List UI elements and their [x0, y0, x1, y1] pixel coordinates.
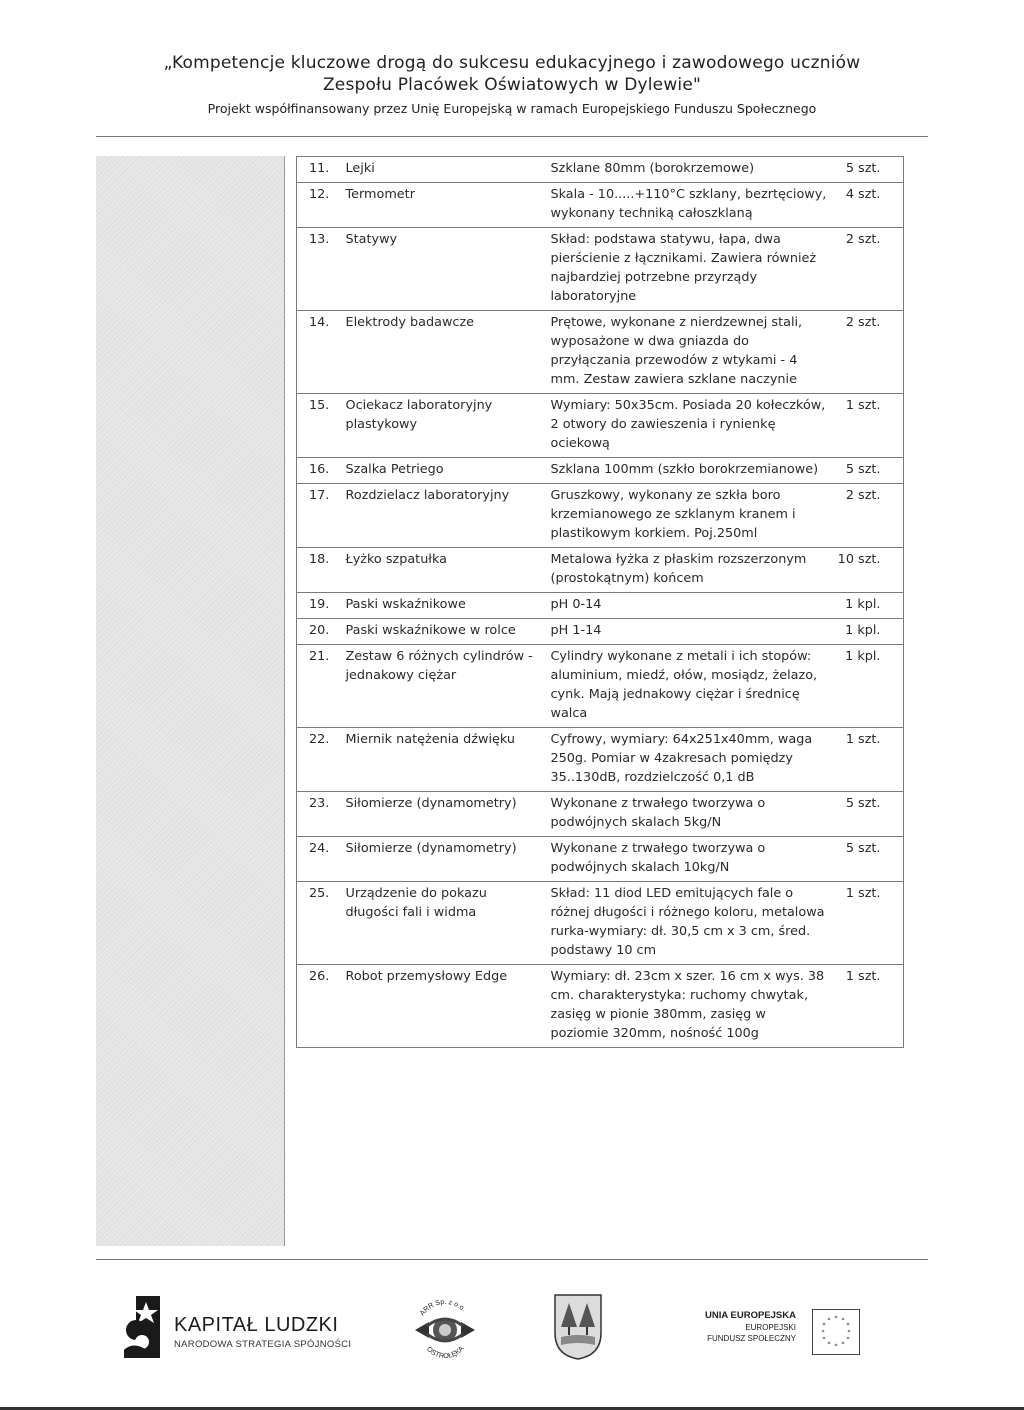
table-edge-cell — [889, 792, 904, 837]
table-edge-cell — [889, 645, 904, 728]
table-row — [297, 157, 904, 183]
item-quantity: 1 kpl. — [832, 619, 889, 645]
item-name: Rozdzielacz laboratoryjny — [342, 484, 547, 548]
item-description: Skład: 11 diod LED emitujących fale o różnej długości i różnego koloru, metalowa rurka-wymiary: dł. 30,5 cm x 3 cm, śred. podstawy 10 cm — [547, 882, 832, 965]
item-number: 22. — [297, 728, 342, 792]
table-row — [297, 619, 904, 645]
item-description: Prętowe, wykonane z nierdzewnej stali, wyposażone w dwa gniazda do przyłączania przewodów z wtykami - 4 mm. Zestaw zawiera szklane naczynie — [547, 311, 832, 394]
table-row — [297, 792, 904, 837]
item-description: Szklana 100mm (szkło borokrzemianowe) — [547, 458, 832, 484]
item-number: 14. — [297, 311, 342, 394]
item-name: Paski wskaźnikowe w rolce — [342, 619, 547, 645]
item-description: Wymiary: 50x35cm. Posiada 20 kołeczków, 2 otwory do zawieszenia i rynienkę ociekową — [547, 394, 832, 458]
svg-text:*: * — [822, 1336, 826, 1343]
table-row — [297, 837, 904, 882]
item-description: Metalowa łyżka z płaskim rozszerzonym (prostokątnym) końcem — [547, 548, 832, 593]
dylewo-crest — [553, 1293, 603, 1361]
item-quantity: 5 szt. — [832, 792, 889, 837]
table-edge-cell — [889, 157, 904, 183]
table-edge-cell — [889, 837, 904, 882]
svg-text:*: * — [821, 1329, 825, 1336]
document-header — [0, 52, 1024, 120]
kapital-ludzki-subtitle: NARODOWA STRATEGIA SPÓJNOŚCI — [174, 1339, 352, 1350]
item-quantity: 1 kpl. — [832, 593, 889, 619]
item-name: Szalka Petriego — [342, 458, 547, 484]
item-number: 20. — [297, 619, 342, 645]
header-cofinancing-note: Projekt współfinansowany przez Unię Europejską w ramach Europejskiego Funduszu Społecznego — [207, 101, 817, 116]
svg-text:*: * — [827, 1317, 831, 1324]
table-row — [297, 728, 904, 792]
item-quantity: 1 szt. — [832, 882, 889, 965]
item-number: 23. — [297, 792, 342, 837]
item-name: Urządzenie do pokazu długości fali i widma — [342, 882, 547, 965]
item-quantity: 1 kpl. — [832, 645, 889, 728]
equipment-table — [296, 156, 904, 1048]
coat-of-arms-icon — [553, 1293, 603, 1361]
item-quantity: 5 szt. — [832, 458, 889, 484]
footer-divider — [96, 1259, 928, 1260]
table-row — [297, 311, 904, 394]
kapital-ludzki-emblem-icon — [120, 1296, 164, 1366]
header-title-line-2: Zespołu Placówek Oświatowych w Dylewie" — [322, 75, 702, 95]
item-number: 15. — [297, 394, 342, 458]
svg-text:*: * — [834, 1315, 838, 1322]
table-row — [297, 484, 904, 548]
item-name: Lejki — [342, 157, 547, 183]
table-edge-cell — [889, 882, 904, 965]
item-name: Ociekacz laboratoryjny plastykowy — [342, 394, 547, 458]
table-row — [297, 965, 904, 1048]
item-name: Robot przemysłowy Edge — [342, 965, 547, 1048]
header-title-line-1: „Kompetencje kluczowe drogą do sukcesu edukacyjnego i zawodowego uczniów — [163, 53, 861, 73]
item-number: 21. — [297, 645, 342, 728]
header-divider — [96, 136, 928, 137]
item-number: 19. — [297, 593, 342, 619]
kapital-ludzki-logo — [120, 1296, 360, 1366]
table-row — [297, 183, 904, 228]
item-quantity: 5 szt. — [832, 157, 889, 183]
item-name: Statywy — [342, 228, 547, 311]
eu-social-fund-logo — [680, 1308, 860, 1358]
table-row — [297, 394, 904, 458]
item-description: pH 0-14 — [547, 593, 832, 619]
table-edge-cell — [889, 593, 904, 619]
eu-name: UNIA EUROPEJSKA — [705, 1310, 796, 1321]
table-edge-cell — [889, 228, 904, 311]
item-description: Gruszkowy, wykonany ze szkła boro krzemianowego ze szklanym kranem i plastikowym korkiem. Poj.250ml — [547, 484, 832, 548]
svg-text:*: * — [822, 1322, 826, 1329]
item-quantity: 1 szt. — [832, 965, 889, 1048]
item-name: Zestaw 6 różnych cylindrów - jednakowy ciężar — [342, 645, 547, 728]
arr-ostroleka-logo — [405, 1290, 485, 1370]
svg-text:*: * — [846, 1336, 850, 1343]
item-number: 18. — [297, 548, 342, 593]
item-quantity: 2 szt. — [832, 311, 889, 394]
table-edge-cell — [889, 484, 904, 548]
arr-city-text: OSTROŁĘKA — [425, 1345, 466, 1361]
svg-text:*: * — [846, 1322, 850, 1329]
table-row — [297, 882, 904, 965]
item-quantity: 2 szt. — [832, 228, 889, 311]
svg-text:*: * — [847, 1329, 851, 1336]
arr-ostroleka-emblem-icon — [405, 1290, 485, 1370]
item-name: Elektrody badawcze — [342, 311, 547, 394]
item-quantity: 5 szt. — [832, 837, 889, 882]
item-quantity: 1 szt. — [832, 394, 889, 458]
item-description: pH 1-14 — [547, 619, 832, 645]
item-number: 25. — [297, 882, 342, 965]
table-edge-cell — [889, 311, 904, 394]
item-description: Skala - 10.....+110°C szklany, bezrtęciowy, wykonany techniką całoszklaną — [547, 183, 832, 228]
item-name: Siłomierze (dynamometry) — [342, 792, 547, 837]
svg-text:*: * — [834, 1343, 838, 1350]
table-edge-cell — [889, 619, 904, 645]
item-description: Wykonane z trwałego tworzywa o podwójnych skalach 5kg/N — [547, 792, 832, 837]
item-name: Łyżko szpatułka — [342, 548, 547, 593]
left-margin-panel — [96, 156, 285, 1246]
table-edge-cell — [889, 548, 904, 593]
item-number: 13. — [297, 228, 342, 311]
item-description: Skład: podstawa statywu, łapa, dwa pierścienie z łącznikami. Zawiera również najbardziej potrzebne przyrządy laboratoryjne — [547, 228, 832, 311]
item-description: Cyfrowy, wymiary: 64x251x40mm, waga 250g. Pomiar w 4zakresach pomiędzy 35..130dB, rozdzielczość 0,1 dB — [547, 728, 832, 792]
item-description: Cylindry wykonane z metali i ich stopów: aluminium, miedź, ołów, mosiądz, żelazo, cynk. Mają jednakowy ciężar i średnicę walca — [547, 645, 832, 728]
item-quantity: 1 szt. — [832, 728, 889, 792]
table-row — [297, 458, 904, 484]
item-name: Siłomierze (dynamometry) — [342, 837, 547, 882]
svg-text:*: * — [841, 1341, 845, 1348]
svg-text:*: * — [827, 1341, 831, 1348]
table-row — [297, 548, 904, 593]
table-row — [297, 593, 904, 619]
svg-text:OSTROŁĘKA — [425, 1345, 466, 1360]
table-edge-cell — [889, 458, 904, 484]
arr-company-text: ARR Sp. z o.o. — [418, 1298, 467, 1318]
item-number: 17. — [297, 484, 342, 548]
table-row — [297, 228, 904, 311]
table-edge-cell — [889, 183, 904, 228]
svg-text:ARR Sp. z o.o. — [419, 1299, 467, 1317]
table-edge-cell — [889, 728, 904, 792]
item-name: Paski wskaźnikowe — [342, 593, 547, 619]
table-edge-cell — [889, 965, 904, 1048]
table-edge-cell — [889, 394, 904, 458]
item-description: Szklane 80mm (borokrzemowe) — [547, 157, 832, 183]
kapital-ludzki-title: KAPITAŁ LUDZKI — [174, 1314, 339, 1336]
svg-text:*: * — [841, 1317, 845, 1324]
eu-fund-line-1: EUROPEJSKI — [745, 1323, 796, 1332]
item-description: Wykonane z trwałego tworzywa o podwójnych skalach 10kg/N — [547, 837, 832, 882]
item-quantity: 4 szt. — [832, 183, 889, 228]
item-number: 26. — [297, 965, 342, 1048]
item-number: 11. — [297, 157, 342, 183]
item-number: 24. — [297, 837, 342, 882]
item-name: Termometr — [342, 183, 547, 228]
item-number: 12. — [297, 183, 342, 228]
table-row — [297, 645, 904, 728]
eu-flag-icon — [812, 1309, 860, 1355]
item-name: Miernik natężenia dźwięku — [342, 728, 547, 792]
item-quantity: 2 szt. — [832, 484, 889, 548]
eu-fund-line-2: FUNDUSZ SPOŁECZNY — [707, 1334, 796, 1343]
item-description: Wymiary: dł. 23cm x szer. 16 cm x wys. 38 cm. charakterystyka: ruchomy chwytak, zasięg w pionie 380mm, zasięg w poziomie 320mm, nośność 100g — [547, 965, 832, 1048]
item-quantity: 10 szt. — [832, 548, 889, 593]
item-number: 16. — [297, 458, 342, 484]
